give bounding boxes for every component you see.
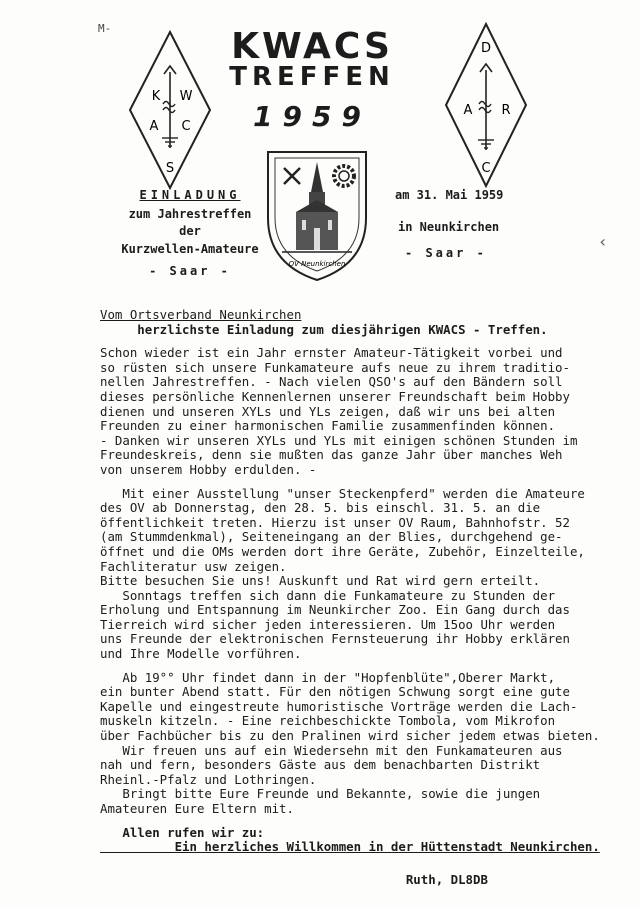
letter-line: von unserem Hobby erdulden. - [100,461,317,477]
left-emblem-letter: S [165,161,175,176]
letter-line: uns Freunde der elektronischen Fernsteuerung ihr Hobby erklären [100,631,570,647]
letter-line: Freunden zu einer harmonischen Familie zusammenfinden können. [100,418,556,434]
invitation-line: zum Jahrestreffen [128,207,252,221]
margin-mark: ‹ [598,232,608,251]
letter-line: dienen und unseren XYLs und YLs zeigen, daß wir uns bei alten [100,403,556,419]
letter-line: nah und fern, besonders Gäste aus dem benachbarten Distrikt [100,757,541,773]
event-region: - Saar - [405,246,487,260]
invitation-line: der [179,224,201,238]
letter-line: nellen Jahrestreffen. - Nach vielen QSO's auf den Bändern soll [100,374,563,390]
letter-line: des OV ab Donnerstag, den 28. 5. bis einschl. 31. 5. an die [100,500,541,516]
logo-year: 1959 [253,100,371,133]
letter-line: Schon wieder ist ein Jahr ernster Amateur-Tätigkeit vorbei und [100,345,563,361]
letter-line: Erholung und Entspannung im Neunkircher Zoo. Ein Gang durch das [100,602,570,618]
letter-line: Vom Ortsverband Neunkirchen [100,307,302,322]
letter-line: Kapelle und eingestreute humoristische Vorträge werden die Lach- [100,698,578,714]
paragraph-gap [100,855,620,864]
letter-line: Allen rufen wir zu: [100,824,265,840]
letter-line: Amateuren Eure Eltern mit. [100,801,294,816]
letter-line: Mit einer Ausstellung "unser Steckenpferd" werden die Amateure [100,485,585,501]
letter-line: Ruth, DL8DB [100,871,488,887]
letter-line: Bringt bitte Eure Freunde und Bekannte, sowie die jungen [100,786,541,802]
right-emblem-letter: D [480,41,492,56]
letter-line: öffentlichkeit treten. Hierzu ist unser OV Raum, Bahnhofstr. 52 [100,514,570,530]
logo-subtitle: TREFFEN [229,62,395,92]
invitation-heading: EINLADUNG [139,188,241,202]
right-diamond-emblem [444,22,528,188]
letter-line: herzlichste Einladung zum diesjährigen KWACS - Treffen. [100,321,548,337]
right-emblem-letter: R [501,103,511,118]
letter-line: Bitte besuchen Sie uns! Auskunft und Rat wird gern erteilt. [100,573,541,589]
letter-line: Freundeskreis, denn sie mußten das ganze Jahr über manches Weh [100,447,563,463]
corner-mark: M- [98,22,112,35]
letter-line: Tierreich wird sicher jeden interessieren. Um 15oo Uhr werden [100,616,556,632]
right-emblem-letter: A [463,103,473,118]
shield-emblem [262,146,372,284]
letter-line: Ab 19°° Uhr findet dann in der "Hopfenblüte",Oberer Markt, [100,669,556,685]
letter-line: Wir freuen uns auf ein Wiedersehn mit den Funkamateuren aus [100,742,563,758]
letter-line: muskeln kitzeln. - Eine reichbeschickte Tombola, vom Mikrofon [100,713,556,729]
left-emblem-letter: W [179,89,193,104]
shield-caption: OV Neunkirchen [288,260,346,268]
left-emblem-letter: K [151,89,161,104]
left-emblem-letter: A [149,119,159,134]
letter-line: ein bunter Abend statt. Für den nötigen Schwung sorgt eine gute [100,684,570,700]
letter-line: und Ihre Modelle vorführen. [100,646,302,662]
letter-body [100,308,620,887]
logo-title: KWACS [231,26,393,67]
letter-line: öffnet und die OMs werden dort ihre Geräte, Zubehör, Einzelteile, [100,543,585,559]
left-emblem-letter: C [181,119,191,134]
letter-line: (am Stummdenkmal), Seiteneingang an der Blies, durchgehend ge- [100,529,563,545]
event-date: am 31. Mai 1959 [395,188,504,202]
invitation-line: Kurzwellen-Amateure [121,242,259,256]
letter-line: so rüsten sich unsere Funkamateure aufs neue zu ihrem traditio- [100,359,570,375]
left-diamond-emblem [128,30,212,190]
event-place: in Neunkirchen [398,220,500,234]
invitation-region: - Saar - [149,264,231,278]
letter-line: Ein herzliches Willkommen in der Hüttenstadt Neunkirchen. [100,839,600,855]
letter-line: Fachliteratur usw zeigen. [100,558,287,574]
letter-line: Sonntags treffen sich dann die Funkamateure zu Stunden der [100,587,556,603]
letter-line: über Fachbücher bis zu den Pralinen wird sicher jedem etwas bieten. [100,728,600,744]
right-emblem-letter: C [481,161,491,176]
letter-line: Rheinl.-Pfalz und Lothringen. [100,771,317,787]
letter-line: dieses persönliche Kennenlernen unserer Freundschaft beim Hobby [100,388,570,404]
letter-line: - Danken wir unseren XYLs und YLs mit einigen schönen Stunden im [100,432,578,448]
